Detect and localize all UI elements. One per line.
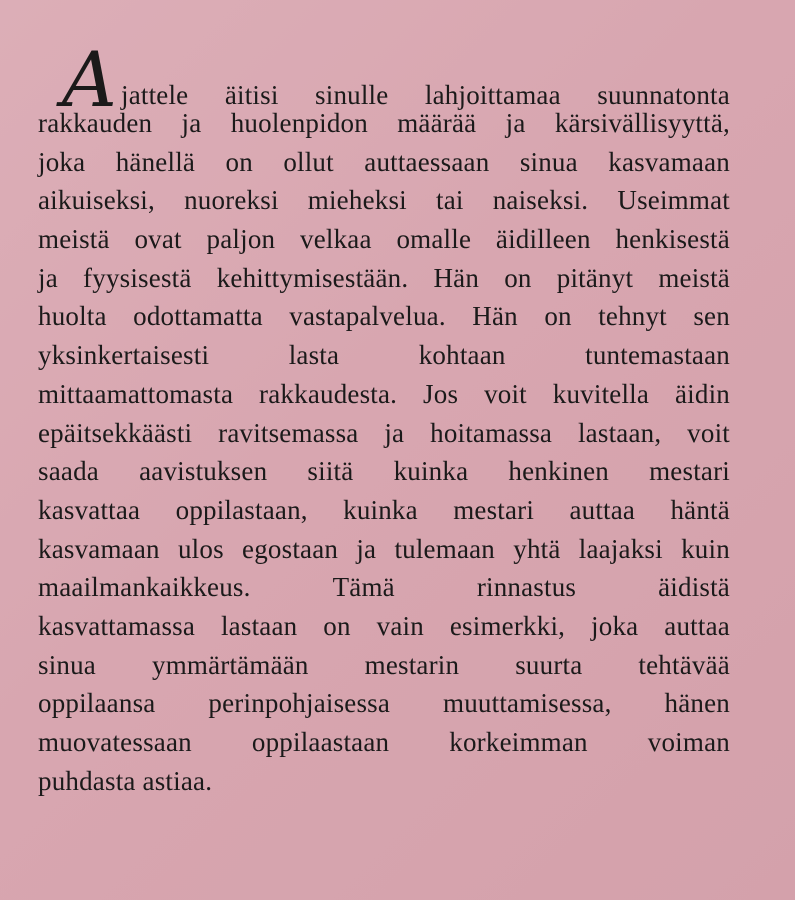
text-line-4: aikuiseksi, nuoreksi mieheksi tai naiseksi. Useimmat — [38, 185, 730, 216]
text-line-6: ja fyysisestä kehittymisestään. Hän on pitänyt meistä — [38, 262, 730, 293]
text-line-2: rakkauden ja huolenpidon määrää ja kärsivällisyyttä, — [38, 108, 730, 138]
text-line-3: joka hänellä on ollut auttaessaan sinua kasvamaan — [38, 146, 730, 177]
text-line-13: kasvamaan ulos egostaan ja tulemaan yhtä laajaksi kuin — [38, 533, 730, 564]
text-line-15: kasvattamassa lastaan on vain esimerkki, joka auttaa — [38, 610, 730, 641]
text-line-18: muovatessaan oppilaastaan korkeimman voiman — [38, 727, 730, 757]
text-line-8: yksinkertaisesti lasta kohtaan tuntemastaan — [38, 340, 730, 371]
drop-cap: A — [62, 35, 117, 124]
text-line-10: epäitsekkäästi ravitsemassa ja hoitamassa lastaan, voit — [38, 417, 730, 448]
text-line-12: kasvattaa oppilastaan, kuinka mestari auttaa häntä — [38, 494, 730, 525]
text-line-7: huolta odottamatta vastapalvelua. Hän on tehnyt sen — [38, 301, 730, 332]
text-line-14: maailmankaikkeus. Tämä rinnastus äidistä — [38, 572, 730, 603]
text-line-last: puhdasta astiaa. — [38, 765, 213, 796]
text-line-5: meistä ovat paljon velkaa omalle äidilleen henkisestä — [38, 224, 730, 255]
text-line-9: mittaamattomasta rakkaudesta. Jos voit kuvitella äidin — [38, 378, 730, 409]
paragraph-lines — [38, 104, 730, 762]
text-line-17: oppilaansa perinpohjaisessa muuttamisessa, hänen — [38, 688, 730, 719]
text-line-1: jattele äitisi sinulle lahjoittamaa suunnatonta — [121, 80, 730, 110]
text-line-11: saada aavistuksen siitä kuinka henkinen mestari — [38, 456, 730, 487]
text-line-16: sinua ymmärtämään mestarin suurta tehtävää — [38, 649, 730, 680]
paragraph — [38, 35, 730, 800]
